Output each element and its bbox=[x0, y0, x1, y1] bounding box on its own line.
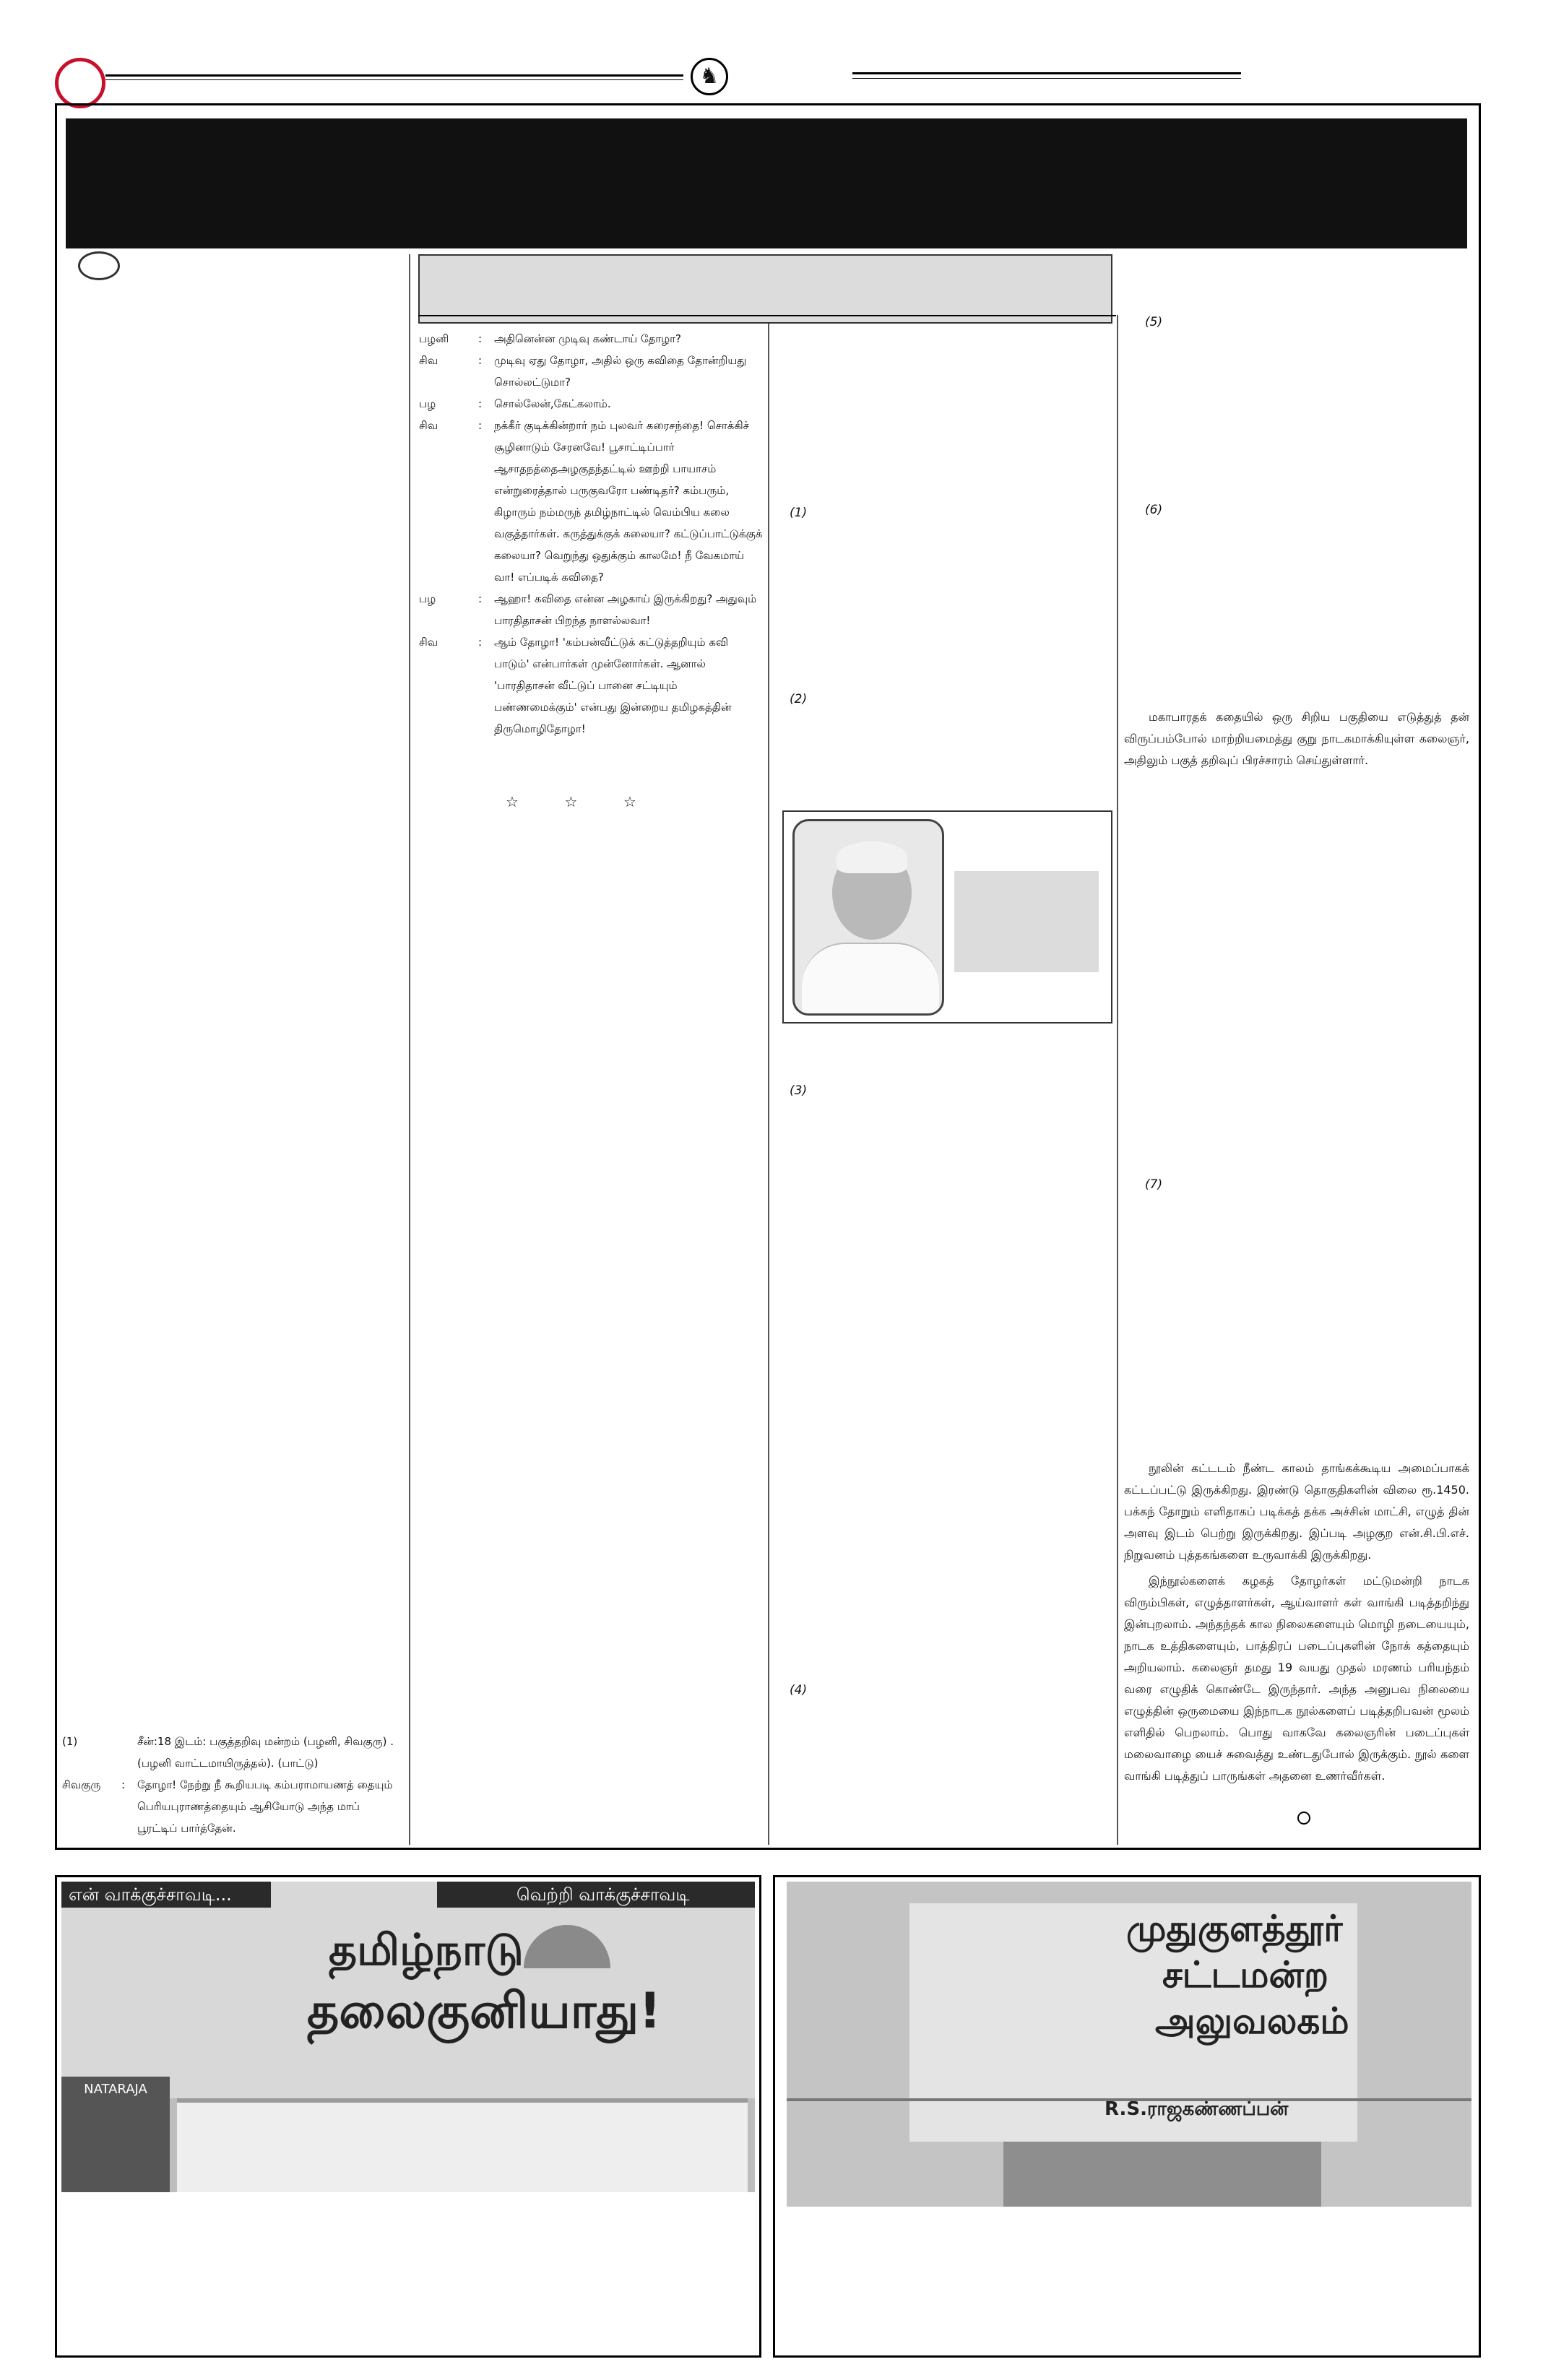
dialogue-block bbox=[419, 328, 763, 740]
paragraph-text: நூலின் கட்டடம் நீண்ட காலம் தாங்கக்கூடிய அமைப்பாகக் கட்டப்பட்டு இருக்கிறது. இரண்டு தொகுதிகளின் விலை ரூ.1450. பக்கந் தோறும் எளிதாகப் படிக்கத் தக்க அச்சின் மாட்சி, எழுத் தின் அளவு இடம் பெற்று இருக்கிறது. இப்படி அழகுற என்.சி.பி.எச். நிறுவனம் புத்தகங்களை உருவாக்கி இருக்கிறது. bbox=[1124, 1461, 1469, 1562]
dialogue-text: முடிவு ஏது தோழா, அதில் ஒரு கவிதை தோன்றியது சொல்லட்டுமா? bbox=[494, 354, 747, 389]
section-marker-7: (7) bbox=[1145, 1177, 1163, 1192]
section-marker-4: (4) bbox=[790, 1683, 808, 1697]
seated-guests bbox=[177, 2098, 748, 2192]
dialogue-text: ஆஹா! கவிதை என்ன அழகாய் இருக்கிறது? அதுவும் பாரதிதாசன் பிறந்த நாளல்லவா! bbox=[494, 592, 757, 627]
photo-frame-left bbox=[55, 1875, 761, 2358]
speaker-name: பழ bbox=[419, 592, 436, 605]
portrait-frame bbox=[782, 810, 1112, 1024]
paragraph-text: இந்நூல்களைக் கழகத் தோழர்கள் மட்டுமன்றி நாடக விரும்பிகள், எழுத்தாளர்கள், ஆய்வாளர் கள் வாங்கி படித்தறிந்து இன்புறலாம். அந்தந்தக் கால நிலைகளையும் மொழி நடையையும், நாடக உத்திகளையும், பாத்திரப் படைப்புகளின் நோக் கத்தையும் அறியலாம். கலைஞர் தமது 19 வயது முதல் மரணம் பரியந்தம் வரை எழுதிக் கொண்டே இருந்தார். அந்த அனுபவ நிலையை எழுத்தின் ஒருமையை இந்நாடக நூல்களைப் படித்தறிபவன் மூலம் எளிதில் பெறலாம். பொது வாகவே கலைஞரின் படைப்புகள் மலைவாழை யைச் சுவைத்து உண்டதுபோல் இருக்கும். நூல் களை வாங்கி படித்துப் பாருங்கள் அதனை உணர்வீர்கள். bbox=[1124, 1574, 1469, 1783]
office-people bbox=[787, 2098, 1471, 2207]
scene-line bbox=[62, 1731, 403, 1774]
banner-strip-right: வெற்றி வாக்குச்சாவடி bbox=[437, 1882, 755, 1908]
right-paragraph-1 bbox=[1124, 706, 1469, 776]
dialogue-text: ஆம் தோழா! 'கம்பன்வீட்டுக் கட்டுத்தறியும் கவி பாடும்' என்பார்கள் முன்னோர்கள். ஆனால் 'பாரதிதாசன் வீட்டுப் பானை சட்டியும் பண்ணமைக்கும்' என்பது இன்றைய தமிழகத்தின் திருமொழிதோழா! bbox=[494, 636, 732, 735]
title-box bbox=[418, 254, 1112, 324]
portrait-hair bbox=[837, 841, 907, 873]
section-marker-2: (2) bbox=[790, 692, 808, 706]
podium: NATARAJA bbox=[61, 2077, 170, 2192]
speaker-name: சிவ bbox=[419, 636, 438, 649]
masthead-red-circle bbox=[55, 58, 105, 108]
photo-frame-right bbox=[773, 1875, 1481, 2358]
masthead-rule-left-thick bbox=[105, 74, 683, 77]
right-paragraph-2 bbox=[1124, 1458, 1469, 1791]
column-divider-3 bbox=[1117, 315, 1118, 1845]
speaker-name: சிவ bbox=[419, 354, 438, 367]
speaker-name: சிவ bbox=[419, 419, 438, 432]
slogan-text-1: தமிழ்நாடு bbox=[329, 1925, 524, 1976]
emblem-icon: ♞ bbox=[691, 58, 728, 95]
office-title-2: சட்டமன்ற bbox=[1162, 1954, 1329, 1996]
section-marker-3: (3) bbox=[790, 1083, 808, 1098]
office-photo-right bbox=[787, 1882, 1471, 2207]
speaker-name: பழனி bbox=[419, 332, 449, 345]
scene-header-text: சீன்:18 இடம்: பகுத்தறிவு மன்றம் (பழனி, சிவகுரு) . (பழனி வாட்டமாயிருத்தல்). (பாட்டு) bbox=[137, 1735, 394, 1770]
dialogue-line: சிவ : ஆம் தோழா! 'கம்பன்வீட்டுக் கட்டுத்தறியும் கவி பாடும்' என்பார்கள் முன்னோர்கள். ஆனால் 'பாரதிதாசன் வீட்டுப் பானை சட்டியும் பண்ணமைக்கும்' என்பது இன்றைய தமிழகத்தின் திருமொழிதோழா! bbox=[419, 631, 763, 740]
masthead-rule-left-thin bbox=[105, 79, 683, 80]
dialogue-line: சிவ : நக்கீர் குடிக்கின்றார் நம் புலவர் கரைசந்தை! சொக்கிச் சூழினாடும் சேரனவே! பூசாட்டிப்பார் ஆசாதநத்தைஅழகுதந்தட்டில் ஊற்றி பாயாசம் என்றுரைத்தால் பருகுவரோ பண்டிதர்? கம்பரும், கிழாரும் நம்மருந் தமிழ்நாட்டில் வெம்பிய கலை வகுத்தார்கள். கருத்துக்குக் கலையா? கட்டுப்பாட்டுக்குக் கலையா? வெறுந்து ஒதுக்கும் காலமே! நீ வேகமாய் வா! எப்படிக் கவிதை? bbox=[419, 415, 763, 588]
column-divider-1 bbox=[409, 254, 410, 1845]
masthead-rule-right-thin bbox=[852, 78, 1241, 79]
office-title-1: முதுகுளத்தூர் bbox=[1126, 1908, 1343, 1950]
dialogue-text: சொல்லேன்,கேட்கலாம். bbox=[494, 397, 611, 410]
scene-info bbox=[62, 1731, 403, 1839]
logo-icon bbox=[78, 251, 120, 280]
separator-stars: ☆ ☆ ☆ bbox=[506, 793, 636, 810]
masthead-rule-right-thick bbox=[852, 72, 1241, 74]
office-name-plate: R.S.ராஜகண்ணப்பன் bbox=[1105, 2098, 1289, 2120]
dialogue-text: அதினென்ன முடிவு கண்டாய் தோழா? bbox=[494, 332, 681, 345]
column-divider-2 bbox=[768, 315, 769, 1845]
scene-dialogue-text: தோழா! நேற்று நீ கூறியபடி கம்பராமாயணத் தையும் பெரியபுராணத்தையும் ஆசியோடு அந்த மாப் பூரட்டிப் பார்த்தேன். bbox=[137, 1778, 393, 1835]
section-marker-5: (5) bbox=[1145, 315, 1163, 329]
office-title-3: அலுவலகம் bbox=[1155, 2000, 1349, 2042]
dialogue-line: பழ : சொல்லேன்,கேட்கலாம். bbox=[419, 393, 763, 415]
section-marker-1: (1) bbox=[790, 506, 808, 520]
scene-number: (1) bbox=[62, 1735, 78, 1748]
dialogue-line: பழ : ஆஹா! கவிதை என்ன அழகாய் இருக்கிறது? அதுவும் பாரதிதாசன் பிறந்த நாளல்லவா! bbox=[419, 588, 763, 631]
event-photo-left bbox=[61, 1882, 755, 2192]
portrait-caption-box bbox=[954, 871, 1099, 972]
dialogue-line: பழனி : அதினென்ன முடிவு கண்டாய் தோழா? bbox=[419, 328, 763, 350]
portrait-photo bbox=[792, 819, 944, 1016]
slogan-text-2: தலைகுனியாது! bbox=[307, 1983, 662, 2040]
headline-banner bbox=[66, 118, 1467, 248]
portrait-shirt bbox=[802, 943, 939, 1016]
scene-line: சிவகுரு : தோழா! நேற்று நீ கூறியபடி கம்பராமாயணத் தையும் பெரியபுராணத்தையும் ஆசியோடு அந்த மாப் பூரட்டிப் பார்த்தேன். bbox=[62, 1774, 403, 1839]
paragraph-text: மகாபாரதக் கதையில் ஒரு சிறிய பகுதியை எடுத்துத் தன் விருப்பம்போல் மாற்றியமைத்து குறு நாடகமாக்கியுள்ள கலைஞர், அதிலும் பகுத் தறிவுப் பிரச்சாரம் செய்துள்ளார். bbox=[1124, 710, 1469, 767]
end-mark-icon bbox=[1297, 1812, 1310, 1825]
dialogue-line: சிவ : முடிவு ஏது தோழா, அதில் ஒரு கவிதை தோன்றியது சொல்லட்டுமா? bbox=[419, 350, 763, 393]
title-box-underline bbox=[418, 315, 1116, 316]
speaker-name: பழ bbox=[419, 397, 436, 410]
speaker-name: சிவகுரு bbox=[62, 1778, 101, 1791]
section-marker-6: (6) bbox=[1145, 503, 1163, 517]
banner-strip-left: என் வாக்குச்சாவடி... bbox=[61, 1882, 271, 1908]
dialogue-text: நக்கீர் குடிக்கின்றார் நம் புலவர் கரைசந்தை! சொக்கிச் சூழினாடும் சேரனவே! பூசாட்டிப்பார் ஆசாதநத்தைஅழகுதந்தட்டில் ஊற்றி பாயாசம் என்றுரைத்தால் பருகுவரோ பண்டிதர்? கம்பரும், கிழாரும் நம்மருந் தமிழ்நாட்டில் வெம்பிய கலை வகுத்தார்கள். கருத்துக்குக் கலையா? கட்டுப்பாட்டுக்குக் கலையா? வெறுந்து ஒதுக்கும் காலமே! நீ வேகமாய் வா! எப்படிக் கவிதை? bbox=[494, 419, 763, 584]
